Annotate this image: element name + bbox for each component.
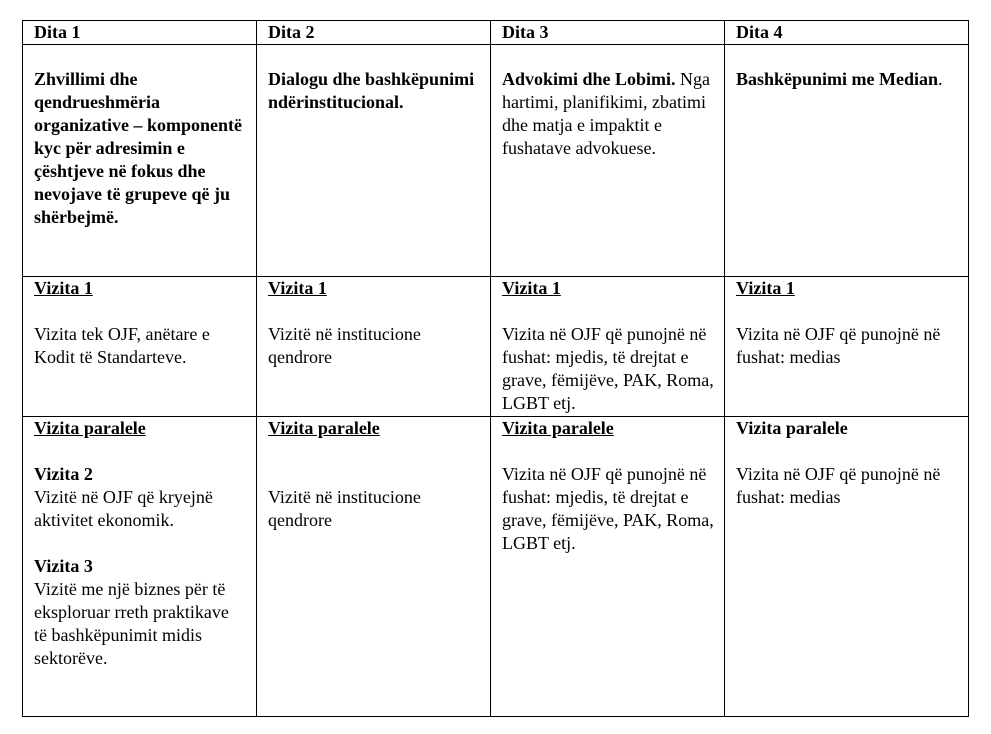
day-1-parallel-title: Vizita paralele [34,418,146,438]
day-3-topic-bold: Advokimi dhe Lobimi. [502,69,676,89]
visit-1-row [23,277,969,417]
day-1-visit-1-text: Vizita tek OJF, anëtare e Kodit të Standarteve. [34,324,210,367]
day-2-visit-1-cell [257,277,491,417]
day-1-visit-1-cell [23,277,257,417]
day-4-topic-cell [725,45,969,277]
day-3-parallel-cell [491,417,725,717]
day-4-visit-1-title: Vizita 1 [736,278,795,298]
day-3-topic [502,68,714,160]
day-1-topic-bold: Zhvillimi dhe qendrueshmëria organizative – komponentë kyc për adresimin e çështjeve në fokus dhe nevojave të grupeve që ju shërbejmë. [34,69,242,227]
day-1-parallel-cell [23,417,257,717]
day-2-topic-bold: Dialogu dhe bashkëpunimi ndërinstitucional. [268,69,475,112]
day-1-visit-2-title: Vizita 2 [34,464,93,484]
day-2-parallel-text: Vizitë në institucione qendrore [268,487,421,530]
day-2-topic-cell [257,45,491,277]
day-4-parallel-cell [725,417,969,717]
day-4-parallel-title: Vizita paralele [736,418,848,438]
day-1-visit-2-text: Vizitë në OJF që kryejnë aktivitet ekonomik. [34,487,213,530]
day-4-visit-1-cell [725,277,969,417]
topic-row [23,45,969,277]
day-1-visit-3-title: Vizita 3 [34,556,93,576]
day-2-topic [268,68,480,114]
day-4-parallel-text: Vizita në OJF që punojnë në fushat: medias [736,464,941,507]
day-3-header: Dita 3 [491,21,725,45]
day-3-parallel-title: Vizita paralele [502,418,614,438]
day-4-header: Dita 4 [725,21,969,45]
day-3-visit-1-title: Vizita 1 [502,278,561,298]
day-2-visit-1-title: Vizita 1 [268,278,327,298]
day-2-parallel-cell [257,417,491,717]
day-4-topic-bold: Bashkëpunimi me Median [736,69,939,89]
day-1-visit-3-text: Vizitë me një biznes për të eksploruar rreth praktikave të bashkëpunimit midis sektorëve. [34,579,229,668]
day-2-header: Dita 2 [257,21,491,45]
day-3-parallel-text: Vizita në OJF që punojnë në fushat: mjedis, të drejtat e grave, fëmijëve, PAK, Roma, LGBT etj. [502,464,714,553]
schedule-table [22,20,969,717]
day-4-topic-suffix: . [938,69,943,89]
day-1-header: Dita 1 [23,21,257,45]
day-4-topic [736,68,958,91]
day-2-parallel-title: Vizita paralele [268,418,380,438]
day-3-visit-1-cell [491,277,725,417]
day-1-topic-cell [23,45,257,277]
day-3-topic-description: Nga hartimi, planifikimi, zbatimi dhe matja e impaktit e fushatave advokuese. [502,69,711,158]
day-2-visit-1-text: Vizitë në institucione qendrore [268,324,421,367]
parallel-visit-row [23,417,969,717]
day-3-topic-cell [491,45,725,277]
day-1-topic [34,68,246,229]
day-3-visit-1-text: Vizita në OJF që punojnë në fushat: mjedis, të drejtat e grave, fëmijëve, PAK, Roma, LGBT etj. [502,324,714,413]
day-1-visit-1-title: Vizita 1 [34,278,93,298]
day-4-visit-1-text: Vizita në OJF që punojnë në fushat: medias [736,324,941,367]
header-row [23,21,969,45]
